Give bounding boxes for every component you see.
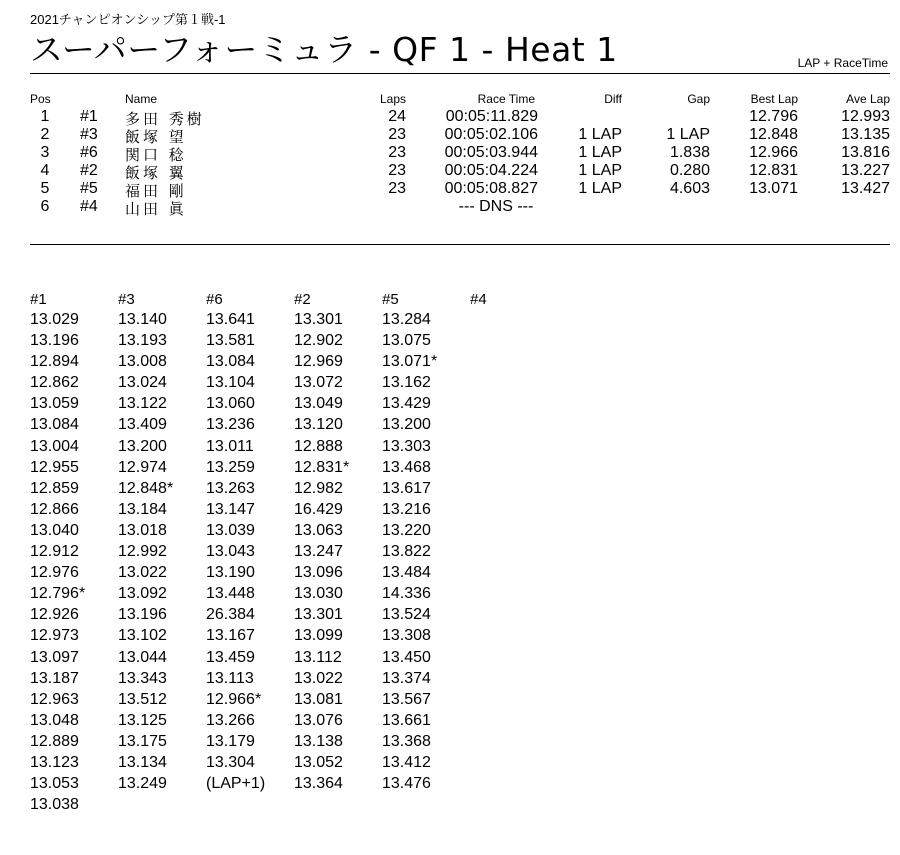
lap-time: 12.963	[30, 690, 79, 708]
lap-time: 13.301	[294, 606, 343, 624]
lap-time: 13.190	[206, 564, 255, 582]
lap-time: 13.018	[118, 521, 167, 539]
lap-time: 13.022	[294, 669, 343, 687]
lap-time: 13.052	[294, 753, 343, 771]
result-diff: 1 LAP	[578, 126, 622, 143]
result-car: #5	[80, 180, 98, 197]
result-row	[30, 162, 890, 180]
lap-time: 13.120	[294, 416, 343, 434]
lap-time: 12.969	[294, 353, 343, 371]
lap-time: 13.140	[118, 311, 167, 328]
result-laps: 23	[388, 144, 406, 161]
results-bottom-rule	[30, 244, 890, 245]
lap-time: 13.099	[294, 627, 343, 645]
result-car: #3	[80, 126, 98, 143]
lap-time: 13.071*	[382, 353, 438, 371]
lap-time: 13.524	[382, 606, 431, 624]
lap-time: 12.955	[30, 458, 79, 476]
result-diff: 1 LAP	[578, 180, 622, 197]
result-row	[30, 198, 890, 216]
title-rule	[30, 73, 890, 74]
result-diff: 1 LAP	[578, 162, 622, 179]
lap-time: 13.024	[118, 374, 167, 392]
lap-time: 13.053	[30, 775, 79, 793]
result-ave-lap: 13.816	[841, 144, 890, 161]
lap-time: 16.429	[294, 500, 343, 518]
lap-time: 12.848*	[118, 479, 174, 497]
result-best-lap: 12.966	[749, 144, 798, 161]
lap-time: 13.038	[30, 796, 79, 814]
lap-time: 13.081	[294, 690, 343, 708]
lap-time: 13.200	[118, 437, 167, 455]
result-ave-lap: 13.227	[841, 162, 890, 179]
result-gap: 1.838	[669, 144, 710, 161]
header-diff: Diff	[604, 92, 622, 106]
lap-column	[206, 291, 294, 794]
lap-time: 13.072	[294, 374, 343, 392]
lap-time: 13.259	[206, 458, 255, 476]
result-race-time: 00:05:11.829	[445, 108, 538, 125]
lap-time: 13.641	[206, 311, 255, 328]
lap-time: 13.060	[206, 395, 255, 413]
result-car: #4	[80, 198, 98, 215]
lap-time: 13.138	[294, 732, 343, 750]
result-diff: 1 LAP	[578, 144, 622, 161]
result-race-time: 00:05:03.944	[444, 144, 538, 161]
lap-time: 13.484	[382, 564, 431, 582]
result-pos: 6	[40, 198, 50, 215]
header-best-lap: Best Lap	[750, 92, 798, 106]
result-row	[30, 144, 890, 162]
lap-time: 13.097	[30, 648, 79, 666]
lap-time: 13.581	[206, 332, 255, 350]
lap-time: 13.162	[382, 374, 431, 392]
lap-column	[118, 291, 206, 794]
lap-time: 13.123	[30, 753, 79, 771]
lap-time: 12.894	[30, 353, 79, 371]
results-table	[30, 92, 890, 216]
result-name: 飯塚 翼	[125, 164, 187, 182]
header-name: Name	[125, 92, 158, 106]
lap-time: 13.448	[206, 585, 255, 603]
result-row	[30, 126, 890, 144]
result-pos: 4	[40, 162, 50, 179]
lap-time: 13.220	[382, 521, 431, 539]
result-race-time: 00:05:08.827	[444, 180, 538, 197]
result-pos: 1	[40, 108, 50, 125]
lap-column-car: #3	[118, 291, 135, 308]
lap-time: 13.049	[294, 395, 343, 413]
result-car: #2	[80, 162, 98, 179]
lap-time: 13.112	[294, 648, 342, 666]
lap-column-car: #5	[382, 291, 399, 308]
lap-time: 13.059	[30, 395, 79, 413]
lap-time: 13.122	[118, 395, 167, 413]
lap-time: 13.343	[118, 669, 167, 687]
lap-time: 13.092	[118, 585, 167, 603]
result-pos: 5	[40, 180, 50, 197]
lap-time: 12.912	[30, 543, 79, 561]
result-car: #1	[80, 108, 98, 125]
result-name: 福田 剛	[125, 182, 187, 200]
lap-column	[382, 291, 470, 794]
lap-time: 13.113	[206, 669, 254, 687]
result-laps: 23	[388, 162, 406, 179]
lap-time: 13.216	[382, 500, 431, 518]
lap-time: 13.429	[382, 395, 431, 413]
lap-time: 13.263	[206, 479, 255, 497]
lap-column-car: #2	[294, 291, 311, 308]
lap-time: 13.459	[206, 648, 255, 666]
lap-time: 13.044	[118, 648, 167, 666]
lap-time: 13.468	[382, 458, 431, 476]
lap-time: 13.030	[294, 585, 343, 603]
lap-time: 12.992	[118, 543, 167, 561]
lap-time: 12.889	[30, 732, 79, 750]
result-name: 飯塚 望	[125, 128, 187, 146]
lap-time: 13.476	[382, 775, 431, 793]
lap-time: 12.973	[30, 627, 79, 645]
lap-time: 12.859	[30, 479, 79, 497]
lap-column	[470, 291, 558, 309]
lap-time: 13.004	[30, 437, 79, 455]
lap-time: 13.822	[382, 543, 431, 561]
lap-time: 13.196	[118, 606, 167, 624]
lap-time: 13.567	[382, 690, 431, 708]
lap-time: 13.179	[206, 732, 255, 750]
lap-time: 14.336	[382, 585, 431, 603]
lap-column-car: #1	[30, 291, 47, 308]
lap-time: 12.966*	[206, 690, 262, 708]
lap-time: 13.104	[206, 374, 255, 392]
lap-column	[30, 291, 118, 815]
results-header-row	[30, 92, 890, 108]
lap-time: 13.368	[382, 732, 431, 750]
result-gap: 0.280	[669, 162, 710, 179]
result-race-time: 00:05:02.106	[444, 126, 538, 143]
lap-time: 13.008	[118, 353, 167, 371]
lap-time: 13.301	[294, 311, 343, 328]
page-title: スーパーフォーミュラ - QF 1 - Heat 1	[30, 30, 618, 69]
lap-time: 13.512	[118, 690, 167, 708]
result-best-lap: 12.831	[749, 162, 798, 179]
mode-label: LAP + RaceTime	[797, 56, 888, 70]
lap-time: 13.196	[30, 332, 79, 350]
lap-time: 13.374	[382, 669, 431, 687]
header-race-time: Race Time	[477, 92, 535, 106]
lap-time: 13.048	[30, 711, 79, 729]
lap-time: 12.926	[30, 606, 79, 624]
lap-time: 13.303	[382, 437, 431, 455]
lap-time: 13.084	[30, 416, 79, 434]
result-ave-lap: 12.993	[841, 108, 890, 125]
result-pos: 3	[40, 144, 50, 161]
lap-time: 13.175	[118, 732, 167, 750]
lap-time: 13.039	[206, 521, 255, 539]
result-laps: 24	[388, 108, 406, 125]
lap-time: 12.866	[30, 500, 79, 518]
lap-time: 13.075	[382, 332, 431, 350]
lap-time: 13.040	[30, 521, 79, 539]
event-subtitle: 2021チャンピオンシップ第１戦-1	[30, 12, 226, 27]
lap-time: 12.862	[30, 374, 79, 392]
lap-time: 13.125	[118, 711, 167, 729]
lap-time: 12.796*	[30, 585, 86, 603]
lap-time: 13.029	[30, 311, 79, 328]
lap-time: 13.412	[382, 753, 431, 771]
result-laps: 23	[388, 126, 406, 143]
lap-time: 13.304	[206, 753, 255, 771]
lap-time: 13.147	[206, 500, 255, 518]
lap-time: 13.661	[382, 711, 431, 729]
result-best-lap: 12.848	[749, 126, 798, 143]
lap-time: 12.888	[294, 437, 343, 455]
lap-time: 13.249	[118, 775, 167, 793]
lap-time: 12.976	[30, 564, 79, 582]
lap-time: 13.011	[206, 437, 254, 455]
result-gap: 4.603	[669, 180, 710, 197]
lap-column-car: #6	[206, 291, 223, 308]
lap-time: 13.184	[118, 500, 167, 518]
result-best-lap: 12.796	[749, 108, 798, 125]
lap-time: 13.076	[294, 711, 343, 729]
lap-time: 13.617	[382, 479, 431, 497]
lap-time: 13.043	[206, 543, 255, 561]
result-best-lap: 13.071	[749, 180, 798, 197]
lap-time: 13.187	[30, 669, 79, 687]
lap-time: 12.974	[118, 458, 167, 476]
lap-time: 13.063	[294, 521, 343, 539]
lap-column-car: #4	[470, 291, 487, 308]
lap-time: 13.266	[206, 711, 255, 729]
lap-time: 13.193	[118, 332, 167, 350]
result-row	[30, 180, 890, 198]
lap-time: 13.134	[118, 753, 167, 771]
header-pos: Pos	[30, 92, 51, 106]
lap-time: 13.284	[382, 311, 431, 328]
result-name: 多田 秀樹	[125, 110, 205, 128]
header-laps: Laps	[379, 92, 406, 106]
result-status: --- DNS ---	[458, 198, 534, 215]
lap-time: 26.384	[206, 606, 255, 624]
result-pos: 2	[40, 126, 50, 143]
lap-time: (LAP+1)	[206, 775, 266, 793]
lap-time: 13.096	[294, 564, 343, 582]
header-gap: Gap	[687, 92, 710, 106]
lap-time: 13.200	[382, 416, 431, 434]
lap-time: 13.247	[294, 543, 343, 561]
lap-time: 13.409	[118, 416, 167, 434]
result-ave-lap: 13.135	[841, 126, 890, 143]
result-name: 関口 稔	[125, 146, 187, 164]
header-ave-lap: Ave Lap	[846, 92, 890, 106]
result-car: #6	[80, 144, 98, 161]
result-laps: 23	[388, 180, 406, 197]
lap-time: 13.102	[118, 627, 167, 645]
lap-time: 12.831*	[294, 458, 350, 476]
lap-time: 13.308	[382, 627, 431, 645]
lap-time: 13.022	[118, 564, 167, 582]
result-name: 山田 眞	[125, 200, 187, 218]
result-row	[30, 108, 890, 126]
result-race-time: 00:05:04.224	[444, 162, 538, 179]
lap-time: 13.364	[294, 775, 343, 793]
result-ave-lap: 13.427	[841, 180, 890, 197]
lap-column	[294, 291, 382, 794]
lap-time: 13.084	[206, 353, 255, 371]
lap-time: 13.236	[206, 416, 255, 434]
lap-time: 13.167	[206, 627, 255, 645]
result-gap: 1 LAP	[666, 126, 710, 143]
lap-time: 12.982	[294, 479, 343, 497]
lap-time: 13.450	[382, 648, 431, 666]
lap-time: 12.902	[294, 332, 343, 350]
